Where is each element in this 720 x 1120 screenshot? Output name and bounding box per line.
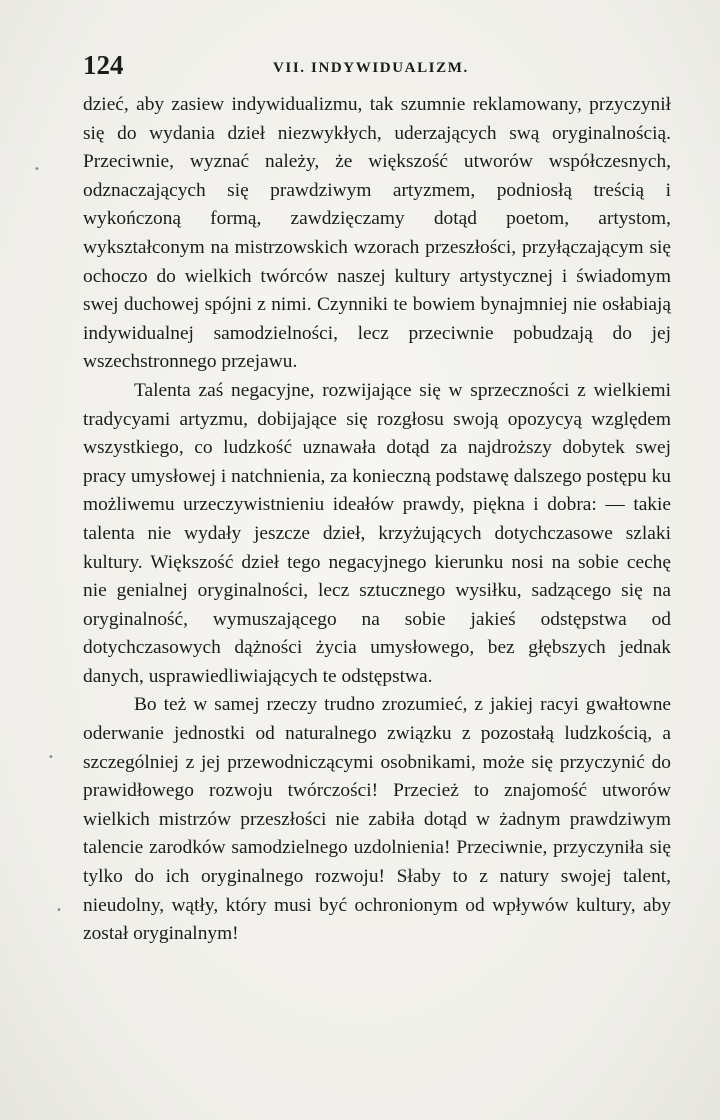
- body-text: [83, 91, 671, 949]
- speck-mark: •: [56, 905, 62, 916]
- chapter-title: VII. INDYWIDUALIZM.: [273, 60, 469, 76]
- paragraph-negative-talents: Talenta zaś negacyjne, rozwijające się w sprzeczności z wielkiemi tradycyami artyzmu, dobijające się rozgłosu swoją opozycyą względem wszystkiego, co ludzkość uznawała dotąd za najdroższy dobytek swej pracy umysłowej i natchnienia, za konieczną podstawę dalszego postępu ku możliwemu urzeczywistnieniu ideałów prawdy, piękna i dobra: — takie talenta nie wydały jeszcze dzieł, krzyżujących dotychczasowe szlaki kultury. Większość dzieł tego negacyjnego kierunku nosi na sobie cechę nie genialnej oryginalności, lecz sztucznego wysiłku, sadzącego się na oryginalność, wymuszającego na sobie jakieś odstępstwa od dotychczasowych dążności życia umysłowego, bez głębszych jednak danych, usprawiedliwiających te odstępstwa.: [83, 379, 671, 687]
- paragraph-originality: Bo też w samej rzeczy trudno zrozumieć, z jakiej racyi gwałtowne oderwanie jednostki od naturalnego związku z pozostałą ludzkością, a szczególniej z jej przewodniczącymi osobnikami, może się przyczynić do prawidłowego rozwoju twórczości! Przecież to znajomość utworów wielkich mistrzów przeszłości nie zabiła dotąd w żadnym prawdziwym talencie zarodków samodzielnego uzdolnienia! Przeciwnie, przyczyniła się tylko do ich oryginalnego rozwoju! Słaby to z natury swojej talent, nieudolny, wątły, który musi być ochronionym od wpływów kultury, aby został oryginalnym!: [83, 694, 671, 945]
- speck-mark: •: [34, 164, 40, 175]
- speck-mark: •: [48, 752, 54, 763]
- page-number: 124: [83, 50, 124, 80]
- running-head: [83, 50, 671, 90]
- paragraph-continuation: dzieć, aby zasiew indywidualizmu, tak szumnie reklamowany, przyczynił się do wydania dzieł niezwykłych, uderzających swą oryginalnością. Przeciwnie, wyznać należy, że większość utworów współczesnych, odznaczających się prawdziwym artyzmem, podniosłą treścią i wykończoną formą, zawdzięczamy dotąd poetom, artystom, wykształconym na mistrzowskich wzorach przeszłości, przyłączającym się ochoczo do wielkich twórców naszej kultury artystycznej i świadomym swej duchowej spójni z nimi. Czynniki te bowiem bynajmniej nie osłabiają indywidualnej samodzielności, lecz przeciwnie pobudzają do jej wszechstronnego przejawu.: [83, 94, 671, 373]
